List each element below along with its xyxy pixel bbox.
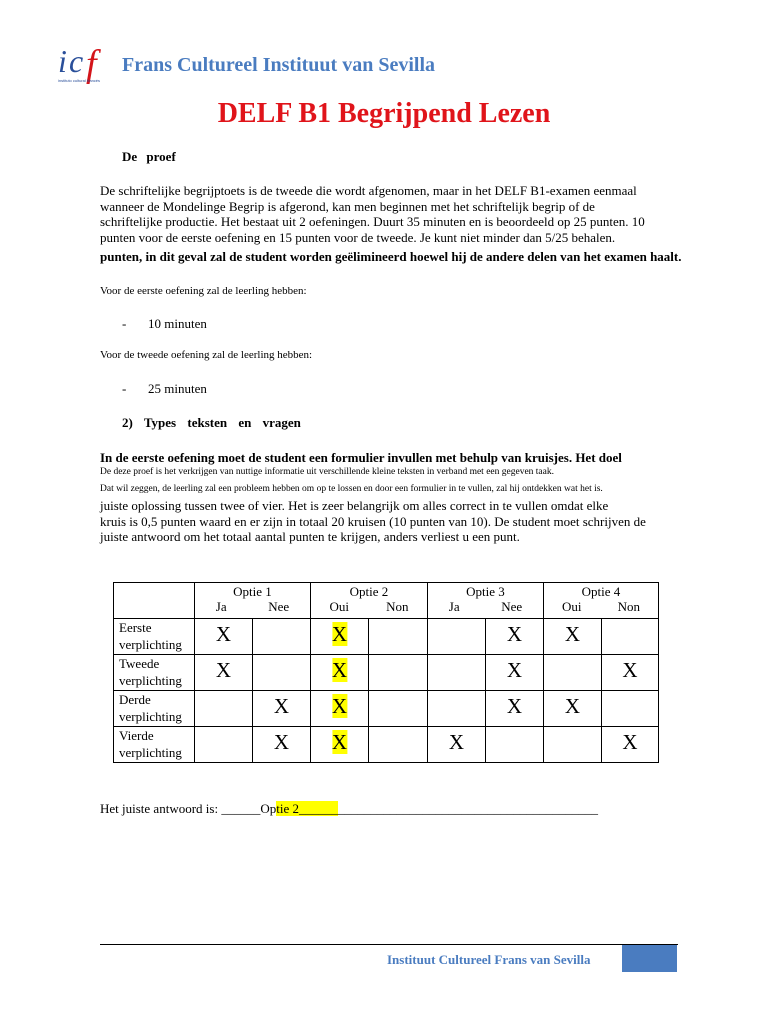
option-header — [544, 583, 659, 619]
cross-mark: X — [622, 730, 638, 754]
svg-text:f: f — [86, 43, 97, 85]
option-cell — [195, 727, 253, 763]
footer-text: Instituut Cultureel Frans van Sevilla — [387, 952, 591, 967]
row-label-cell — [114, 619, 195, 655]
option-sub-label: Non — [386, 599, 409, 614]
answer-suffix: ________________________________________ — [337, 801, 598, 816]
option-cell — [253, 727, 311, 763]
first-exercise-duration: 10 minuten — [148, 316, 207, 331]
exercise-paragraph — [100, 498, 673, 545]
paragraph-line: kruis is 0,5 punten waard en er zijn in totaal 20 kruisen (10 punten van 10). De student moet schrijven de — [100, 513, 646, 529]
option-name: Optie 1 — [233, 584, 272, 599]
row-label: Vierde verplichting — [119, 728, 182, 760]
footer-divider — [100, 944, 678, 945]
option-cell — [195, 619, 253, 655]
option-cell — [486, 655, 544, 691]
option-cell — [486, 727, 544, 763]
paragraph-line: juiste oplossing tussen twee of vier. Het is zeer belangrijk om alles correct in te vullen omdat elke — [100, 498, 609, 513]
table-corner-cell — [114, 583, 195, 619]
cross-mark: X — [273, 730, 290, 754]
option-cell — [428, 727, 486, 763]
cross-mark: X — [622, 658, 638, 682]
option-cell — [369, 655, 428, 691]
cross-mark: X — [331, 730, 348, 754]
option-cell — [544, 727, 602, 763]
option-name: Optie 4 — [581, 584, 621, 599]
option-cell — [486, 691, 544, 727]
option-name: Optie 3 — [466, 584, 505, 599]
table-row — [114, 727, 659, 763]
svg-text:i: i — [58, 43, 67, 79]
option-cell — [428, 619, 486, 655]
section-heading-types: 2) Types teksten en vragen — [122, 415, 301, 430]
paragraph-line: wanneer de Mondelinge Begrip is afgerond, kan men beginnen met het schriftelijk begrip of de — [100, 198, 595, 214]
first-exercise-label: Voor de eerste oefening zal de leerling hebben: — [100, 285, 307, 297]
second-exercise-item: - 25 minuten — [122, 381, 207, 396]
cross-mark: X — [564, 622, 581, 646]
option-cell — [602, 619, 659, 655]
answer-highlight: tie 2______ — [276, 801, 338, 816]
cross-mark: X — [273, 694, 290, 718]
option-sub-label: Oui — [329, 599, 350, 614]
footer-accent-box — [622, 945, 677, 972]
second-exercise-label: Voor de tweede oefening zal de leerling hebben: — [100, 349, 313, 361]
paragraph-line: schriftelijke productie. Het bestaat uit 2 oefeningen. Duurt 35 minuten en is beoordeeld op 25 punten. 10 — [100, 214, 645, 230]
cross-mark: X — [506, 694, 523, 718]
elimination-note: punten, in dit geval zal de student worden geëlimineerd hoewel hij de andere delen van het examen haalt. — [100, 249, 682, 264]
option-cell — [544, 691, 602, 727]
option-header — [428, 583, 544, 619]
cross-mark: X — [331, 622, 348, 646]
option-cell — [253, 655, 311, 691]
intro-paragraph — [100, 183, 667, 245]
exercise-detail-line: De deze proef is het verkrijgen van nuttige informatie uit verschillende kleine teksten in verband met een gegeven taak. — [100, 467, 554, 477]
cross-mark: X — [331, 658, 348, 682]
row-label: Tweede verplichting — [119, 656, 182, 688]
svg-text:instituto cultural francés: instituto cultural francés — [58, 78, 101, 83]
option-header — [311, 583, 428, 619]
option-cell — [311, 619, 369, 655]
table-header-row — [114, 583, 659, 619]
cross-mark: X — [506, 622, 523, 646]
institute-name: Frans Cultureel Instituut van Sevilla — [122, 54, 435, 76]
cross-mark: X — [506, 658, 523, 682]
option-cell — [253, 619, 311, 655]
option-cell — [369, 619, 428, 655]
svg-text:c: c — [69, 43, 84, 79]
option-sub-label: Oui — [562, 599, 582, 614]
option-sub-label: Nee — [501, 599, 523, 614]
table-row — [114, 655, 659, 691]
row-label-cell — [114, 691, 195, 727]
option-cell — [369, 727, 428, 763]
row-label-cell — [114, 655, 195, 691]
row-label: Derde verplichting — [119, 692, 182, 724]
cross-mark: X — [215, 658, 232, 682]
option-cell — [486, 619, 544, 655]
options-table — [113, 582, 659, 763]
option-cell — [602, 727, 659, 763]
option-cell — [544, 655, 602, 691]
option-cell — [311, 727, 369, 763]
option-sub-label: Ja — [215, 599, 227, 614]
option-sub-label: Nee — [268, 599, 290, 614]
option-cell — [428, 691, 486, 727]
option-cell — [195, 691, 253, 727]
table-row — [114, 619, 659, 655]
option-name: Optie 2 — [349, 584, 389, 599]
exercise-intro-bold: In de eerste oefening moet de student een formulier invullen met behulp van kruisjes. Het doel — [100, 450, 622, 465]
option-cell — [253, 691, 311, 727]
option-cell — [311, 655, 369, 691]
second-exercise-duration: 25 minuten — [148, 381, 207, 396]
institute-logo — [56, 38, 114, 88]
option-cell — [428, 655, 486, 691]
first-exercise-item: - 10 minuten — [122, 316, 207, 331]
section-heading-proef: De proef — [122, 149, 176, 164]
table-row — [114, 691, 659, 727]
paragraph-line: punten voor de eerste oefening en 15 punten voor de tweede. Je kunt niet minder dan 5/25 behalen. — [100, 229, 616, 245]
option-cell — [369, 691, 428, 727]
option-sub-label: Ja — [448, 599, 460, 614]
cross-mark: X — [448, 730, 465, 754]
option-cell — [602, 655, 659, 691]
option-cell — [544, 619, 602, 655]
option-cell — [602, 691, 659, 727]
answer-line — [100, 801, 598, 817]
option-sub-label: Non — [617, 599, 640, 614]
paragraph-line: juiste antwoord om het totaal aantal punten te krijgen, anders verliest u een punt. — [100, 529, 520, 545]
exercise-detail-line: Dat wil zeggen, de leerling zal een probleem hebben om op te lossen en door een formulier in te vullen, zal hij ontdekken wat het is. — [100, 484, 603, 494]
cross-mark: X — [331, 694, 348, 718]
paragraph-line: De schriftelijke begrijptoets is de tweede die wordt afgenomen, maar in het DELF B1-examen eenmaal — [100, 183, 637, 198]
answer-prefix: Het juiste antwoord is: ______Op — [100, 801, 277, 816]
cross-mark: X — [215, 622, 232, 646]
document-title: DELF B1 Begrijpend Lezen — [217, 98, 551, 129]
option-cell — [311, 691, 369, 727]
cross-mark: X — [564, 694, 581, 718]
option-cell — [195, 655, 253, 691]
row-label-cell — [114, 727, 195, 763]
row-label: Eerste verplichting — [119, 620, 182, 652]
option-header — [195, 583, 311, 619]
